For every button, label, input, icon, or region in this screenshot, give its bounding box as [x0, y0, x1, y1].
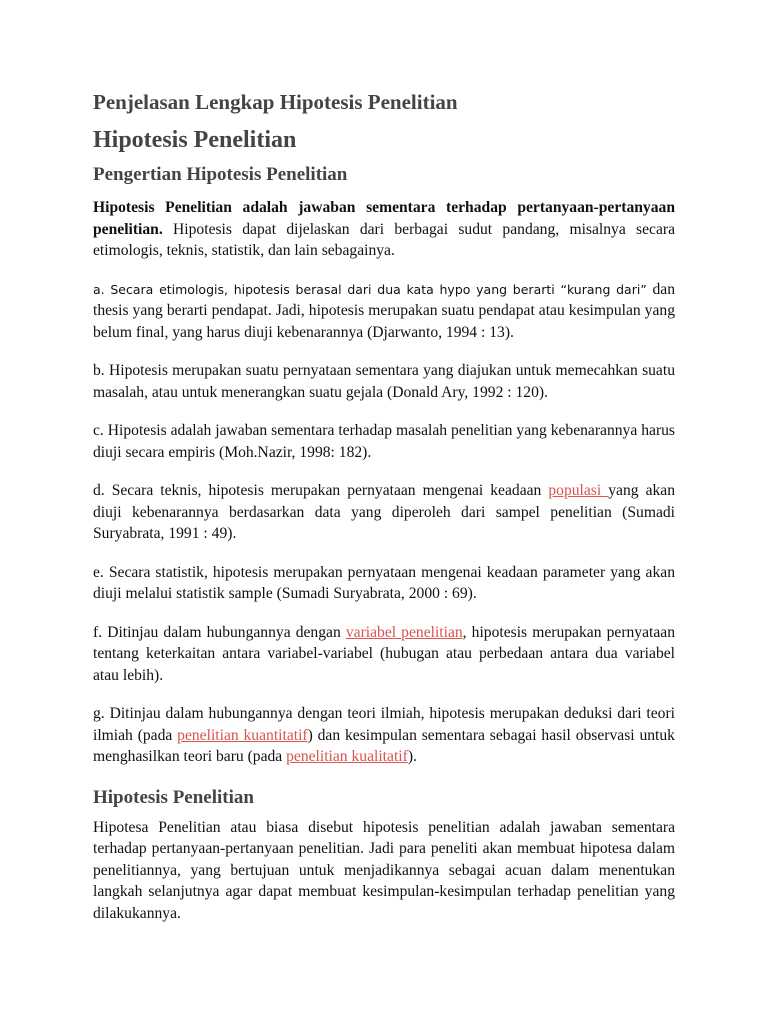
item-d	[93, 480, 675, 545]
heading-pengertian: Pengertian Hipotesis Penelitian	[93, 164, 348, 185]
item-a-first: a. Secara etimologis, hipotesis berasal dari dua kata hypo yang berarti “kurang dari”	[93, 281, 647, 297]
item-g-text-3: ).	[407, 748, 417, 765]
link-populasi[interactable]: populasi	[548, 482, 609, 499]
item-a	[93, 279, 675, 344]
link-penelitian-kualitatif[interactable]: penelitian kualitatif	[286, 748, 408, 765]
item-g-text: g. Ditinjau dalam hubungannya dengan teori ilmiah, hipotesis merupakan deduksi dari teori ilmiah (pada	[93, 705, 675, 744]
document-page	[93, 88, 675, 941]
heading-hipotesis-penelitian: Hipotesis Penelitian	[93, 127, 297, 153]
link-variabel-penelitian[interactable]: variabel penelitian	[345, 623, 463, 641]
item-a-rest: dan thesis yang berarti pendapat. Jadi, hipotesis merupakan suatu pendapat atau kesimpulan yang belum final, yang harus diuji kebenarannya (Djarwanto, 1994 : 13).	[93, 280, 675, 341]
heading-section2: Hipotesis Penelitian	[93, 786, 254, 808]
item-f	[93, 622, 675, 687]
item-e: e. Secara statistik, hipotesis merupakan pernyataan mengenai keadaan parameter yang akan diuji melalui statistik sample (Sumadi Suryabrata, 2000 : 69).	[93, 563, 675, 602]
item-c: c. Hipotesis adalah jawaban sementara terhadap masalah penelitian yang kebenarannya harus diuji secara empiris (Moh.Nazir, 1998: 182).	[93, 422, 675, 461]
item-d-text-2: yang akan diuji kebenarannya berdasarkan data yang diperoleh dari sampel penelitian (Sumadi Suryabrata, 1991 : 49).	[93, 482, 676, 542]
item-d-text: d. Secara teknis, hipotesis merupakan pernyataan mengenai keadaan	[93, 482, 549, 499]
item-g-text-2: ) dan kesimpulan sementara sebagai hasil observasi untuk menghasilkan teori baru (pada	[93, 726, 675, 765]
link-penelitian-kuantitatif[interactable]: penelitian kuantitatif	[177, 726, 308, 744]
document-title: Penjelasan Lengkap Hipotesis Penelitian	[93, 90, 458, 114]
intro-bold: Hipotesis Penelitian adalah jawaban sementara terhadap pertanyaan-pertanyaan penelitian.	[93, 199, 675, 238]
item-f-text: f. Ditinjau dalam hubungannya dengan	[93, 623, 346, 641]
item-b: b. Hipotesis merupakan suatu pernyataan sementara yang diajukan untuk memecahkan suatu masalah, atau untuk menerangkan suatu gejala (Donald Ary, 1992 : 120).	[93, 362, 675, 401]
intro-paragraph	[93, 197, 675, 262]
item-g	[93, 703, 675, 768]
section2-paragraph: Hipotesa Penelitian atau biasa disebut hipotesis penelitian adalah jawaban sementara terhadap pertanyaan-pertanyaan penelitian. Jadi para peneliti akan membuat hipotesa dalam penelitiannya, yang bertujuan untuk menjadikannya sebagai acuan dalam menentukan langkah selanjutnya agar dapat membuat kesimpulan-kesimpulan terhadap penelitian yang dilakukannya.	[93, 818, 675, 922]
item-f-text-2: , hipotesis merupakan pernyataan tentang keterkaitan antara variabel-variabel (hubugan atau perbedaan antara dua variabel atau lebih).	[93, 623, 675, 684]
intro-text: Hipotesis dapat dijelaskan dari berbagai sudut pandang, misalnya secara etimologis, teknis, statistik, dan lain sebagainya.	[93, 220, 675, 259]
